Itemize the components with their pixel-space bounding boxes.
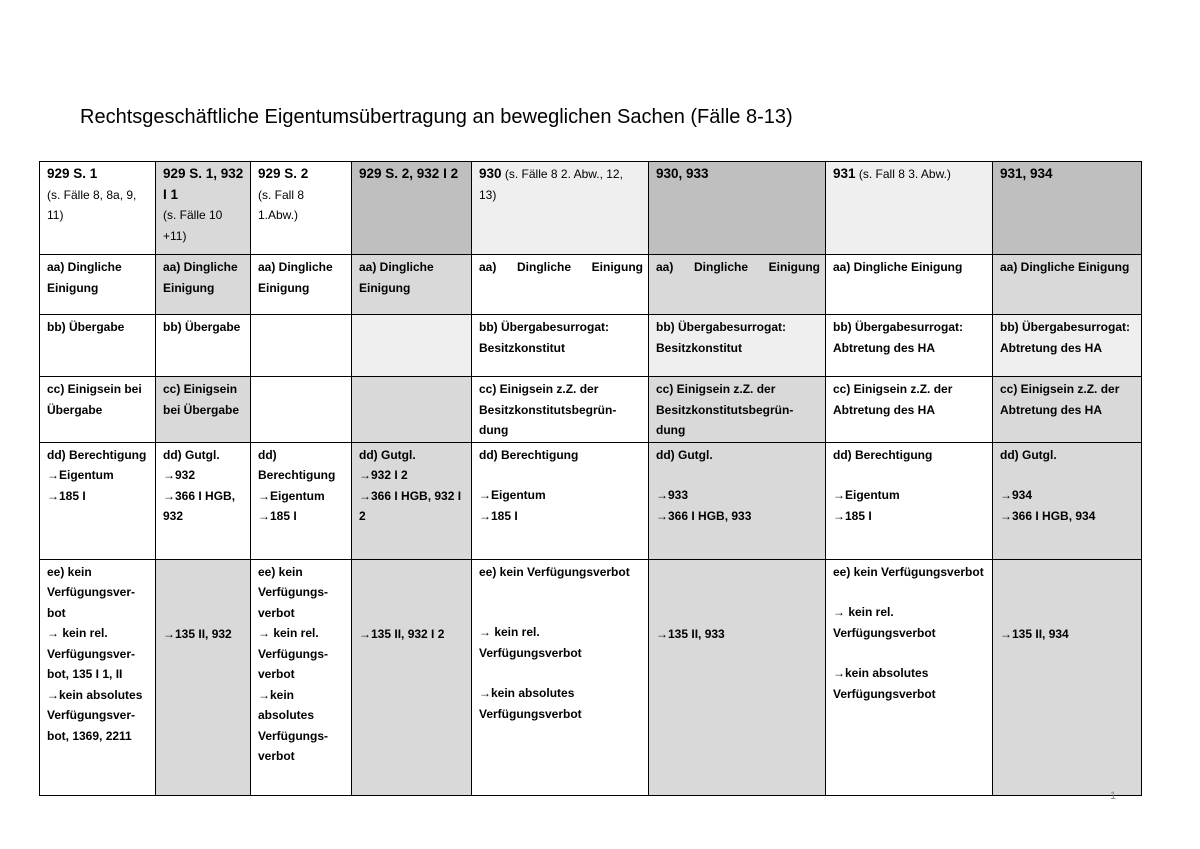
ee-reference: →135 II, 932 I 2	[359, 626, 445, 641]
dd-heading: dd) Gutgl.	[656, 447, 713, 462]
cell-bb: bb) Übergabesurrogat: Besitzkonstitut	[649, 315, 826, 377]
cell-cc: cc) Einigsein z.Z. der Abtretung des HA	[826, 377, 993, 443]
cell-dd	[826, 442, 993, 559]
dd-line: →185 I	[833, 508, 872, 523]
dd-heading: dd) Berechtigung	[47, 447, 147, 462]
cell-ee	[826, 559, 993, 795]
ee-heading: ee) kein Verfügungsver-bot	[47, 564, 136, 620]
cell-ee	[156, 559, 251, 795]
dd-line: →933	[656, 488, 689, 502]
row-dd	[40, 442, 1142, 559]
dd-heading: dd) Berechtigung	[479, 447, 579, 462]
cell-dd	[352, 442, 472, 559]
dd-line: →Eigentum	[258, 488, 325, 503]
dd-line: →366 I HGB, 934	[1000, 508, 1096, 523]
dd-line: →366 I HGB, 932	[163, 488, 236, 523]
header-number: 930	[479, 166, 502, 181]
cell-dd	[156, 442, 251, 559]
ee-line: →kein absolutes Verfügungsver-bot, 1369, 2211	[47, 687, 143, 743]
ee-heading: ee) kein Verfügungs-verbot	[258, 564, 329, 620]
ee-line: →kein absolutes Verfügungs-verbot	[258, 687, 329, 763]
ee-heading: ee) kein Verfügungsverbot	[833, 564, 984, 579]
cell-bb: bb) Übergabesurrogat: Besitzkonstitut	[472, 315, 649, 377]
cell-aa: aa) Dingliche Einigung	[472, 255, 649, 315]
header-cell	[826, 162, 993, 255]
header-number: 929 S. 1	[47, 166, 98, 181]
dd-line: →932	[163, 468, 196, 482]
dd-line: →366 I HGB, 932 I 2	[359, 488, 462, 523]
row-cc	[40, 377, 1142, 443]
cell-cc: cc) Einigsein z.Z. der Besitzkonstitutsbegrün-dung	[649, 377, 826, 443]
cell-dd	[472, 442, 649, 559]
cell-aa: aa) Dingliche Einigung	[826, 255, 993, 315]
cell-aa: aa) Dingliche Einigung	[352, 255, 472, 315]
cell-ee	[40, 559, 156, 795]
legal-overview-table	[39, 161, 1142, 796]
ee-heading: ee) kein Verfügungsverbot	[479, 564, 630, 579]
ee-reference: →135 II, 933	[656, 626, 725, 641]
dd-line: →Eigentum	[833, 488, 900, 502]
header-cell	[251, 162, 352, 255]
header-number: 929 S. 1, 932 I 1	[163, 166, 244, 202]
ee-reference: →135 II, 934	[1000, 626, 1069, 641]
header-cell	[649, 162, 826, 255]
cell-cc	[352, 377, 472, 443]
cell-cc	[251, 377, 352, 443]
row-ee	[40, 559, 1142, 795]
dd-heading: dd) Gutgl.	[359, 447, 416, 462]
dd-line: →366 I HGB, 933	[656, 508, 752, 523]
row-bb	[40, 315, 1142, 377]
cell-ee	[352, 559, 472, 795]
dd-line: →185 I	[258, 509, 297, 523]
cell-bb	[352, 315, 472, 377]
header-subtitle: (s. Fall 8 3. Abw.)	[858, 167, 951, 181]
cell-cc: cc) Einigsein bei Übergabe	[156, 377, 251, 443]
header-number: 930, 933	[656, 166, 709, 181]
dd-heading: dd) Berechtigung	[833, 447, 933, 462]
cell-aa: aa) Dingliche Einigung	[649, 255, 826, 315]
ee-line: → kein rel. Verfügungsverbot	[833, 605, 936, 640]
header-row	[40, 162, 1142, 255]
cell-bb	[251, 315, 352, 377]
dd-heading: dd) Berechtigung	[258, 447, 336, 482]
cell-bb: bb) Übergabe	[40, 315, 156, 377]
ee-line: →kein absolutes Verfügungsverbot	[833, 666, 936, 701]
page-number: 1	[1110, 790, 1117, 802]
cell-dd	[993, 442, 1142, 559]
header-subtitle: (s. Fälle 8 2. Abw., 12, 13)	[479, 167, 623, 202]
header-subtitle: (s. Fälle 8, 8a, 9, 11)	[47, 187, 137, 222]
cell-bb: bb) Übergabesurrogat: Abtretung des HA	[826, 315, 993, 377]
dd-line: →Eigentum	[47, 468, 114, 482]
dd-line: →Eigentum	[479, 488, 546, 502]
header-subtitle: (s. Fälle 10 +11)	[163, 208, 223, 243]
row-aa	[40, 255, 1142, 315]
cell-ee	[472, 559, 649, 795]
header-subtitle: (s. Fall 8 1.Abw.)	[258, 187, 305, 222]
cell-bb: bb) Übergabesurrogat: Abtretung des HA	[993, 315, 1142, 377]
header-cell	[156, 162, 251, 255]
cell-aa: aa) Dingliche Einigung	[251, 255, 352, 315]
dd-line: →185 I	[47, 488, 86, 503]
header-number: 931	[833, 166, 856, 181]
cell-dd	[40, 442, 156, 559]
cell-aa: aa) Dingliche Einigung	[993, 255, 1142, 315]
header-cell	[472, 162, 649, 255]
cell-bb: bb) Übergabe	[156, 315, 251, 377]
dd-line: →185 I	[479, 508, 518, 523]
cell-aa: aa) Dingliche Einigung	[40, 255, 156, 315]
ee-line: → kein rel. Verfügungs-verbot	[258, 626, 329, 681]
cell-aa: aa) Dingliche Einigung	[156, 255, 251, 315]
cell-ee	[649, 559, 826, 795]
dd-line: →934	[1000, 488, 1033, 502]
ee-reference: →135 II, 932	[163, 626, 232, 641]
dd-heading: dd) Gutgl.	[163, 447, 220, 462]
header-cell	[352, 162, 472, 255]
cell-ee	[993, 559, 1142, 795]
cell-cc: cc) Einigsein bei Übergabe	[40, 377, 156, 443]
cell-cc: cc) Einigsein z.Z. der Besitzkonstitutsbegrün-dung	[472, 377, 649, 443]
cell-cc: cc) Einigsein z.Z. der Abtretung des HA	[993, 377, 1142, 443]
header-number: 929 S. 2, 932 I 2	[359, 166, 459, 181]
ee-line: → kein rel. Verfügungsverbot	[479, 625, 582, 660]
page-title: Rechtsgeschäftliche Eigentumsübertragung an beweglichen Sachen (Fälle 8-13)	[80, 106, 793, 128]
header-number: 931, 934	[1000, 166, 1053, 181]
cell-ee	[251, 559, 352, 795]
header-number: 929 S. 2	[258, 166, 309, 181]
dd-heading: dd) Gutgl.	[1000, 447, 1057, 462]
header-cell	[993, 162, 1142, 255]
header-cell	[40, 162, 156, 255]
ee-line: →kein absolutes Verfügungsverbot	[479, 686, 582, 721]
dd-line: →932 I 2	[359, 468, 408, 482]
ee-line: → kein rel. Verfügungsver-bot, 135 I 1, II	[47, 626, 136, 681]
cell-dd	[649, 442, 826, 559]
cell-dd	[251, 442, 352, 559]
